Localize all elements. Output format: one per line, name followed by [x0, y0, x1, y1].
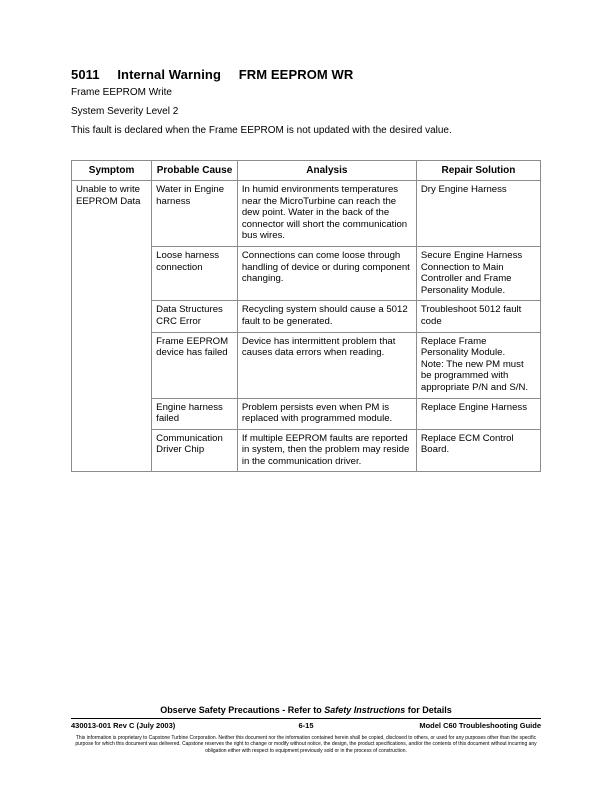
solution-cell: Replace Engine Harness	[416, 398, 540, 429]
analysis-cell: In humid environments temperatures near the MicroTurbine can reach the dew point. Water in the back of the connector will short the communication bus wires.	[237, 181, 416, 247]
symptom-cell: Unable to write EEPROM Data	[72, 181, 152, 472]
header-probable-cause: Probable Cause	[152, 161, 238, 181]
severity-level: System Severity Level 2	[71, 106, 179, 117]
cause-cell: Engine harness failed	[152, 398, 238, 429]
cause-cell: Communication Driver Chip	[152, 429, 238, 472]
proprietary-disclaimer: This information is proprietary to Capstone Turbine Corporation. Neither this document nor the information contained herein shall be copied, disclosed to others, or used for any purposes other than the specific purpose for which this document was delivered. Capstone reserves the right to change or modify without notice, the design, the product specifications, and/or the contents of this document without incurring any obligation either with respect to equipment previously sold or in the process of construction.	[75, 735, 537, 754]
fault-code: 5011	[71, 67, 100, 82]
cause-cell: Data Structures CRC Error	[152, 301, 238, 332]
cause-cell: Frame EEPROM device has failed	[152, 332, 238, 398]
solution-cell: Replace ECM Control Board.	[416, 429, 540, 472]
solution-cell: Dry Engine Harness	[416, 181, 540, 247]
analysis-cell: If multiple EEPROM faults are reported in system, then the problem may reside in the communication driver.	[237, 429, 416, 472]
analysis-cell: Device has intermittent problem that causes data errors when reading.	[237, 332, 416, 398]
analysis-cell: Recycling system should cause a 5012 fault to be generated.	[237, 301, 416, 332]
solution-note: Note: The new PM must be programmed with appropriate P/N and S/N.	[420, 358, 529, 393]
table-header-row	[72, 161, 541, 181]
cause-cell: Loose harness connection	[152, 246, 238, 300]
safety-emphasis: Safety Instructions	[324, 705, 406, 715]
analysis-cell: Connections can come loose through handling of device or during component changing.	[237, 246, 416, 300]
safety-note	[0, 705, 612, 715]
safety-prefix: Observe Safety Precautions - Refer to	[160, 705, 325, 715]
fault-heading	[71, 67, 353, 82]
document-title: Model C60 Troubleshooting Guide	[419, 721, 541, 730]
fault-name: Frame EEPROM Write	[71, 87, 172, 98]
table-row	[72, 181, 541, 247]
analysis-cell: Problem persists even when PM is replaced with programmed module.	[237, 398, 416, 429]
footer-divider	[71, 718, 541, 719]
document-number: 430013-001 Rev C (July 2003)	[71, 721, 176, 730]
header-repair-solution: Repair Solution	[416, 161, 540, 181]
page-number: 6-15	[298, 721, 314, 730]
fault-short-name: FRM EEPROM WR	[238, 67, 354, 82]
troubleshooting-table	[71, 160, 541, 472]
fault-declaration: This fault is declared when the Frame EEPROM is not updated with the desired value.	[71, 125, 452, 136]
solution-cell: Troubleshoot 5012 fault code	[416, 301, 540, 332]
solution-cell	[416, 332, 540, 398]
safety-suffix: for Details	[405, 705, 452, 715]
header-analysis: Analysis	[237, 161, 416, 181]
solution-text: Replace Frame Personality Module.	[420, 335, 506, 359]
fault-title: Internal Warning	[117, 67, 222, 82]
solution-cell: Secure Engine Harness Connection to Main Controller and Frame Personality Module.	[416, 246, 540, 300]
cause-cell: Water in Engine harness	[152, 181, 238, 247]
header-symptom: Symptom	[72, 161, 152, 181]
